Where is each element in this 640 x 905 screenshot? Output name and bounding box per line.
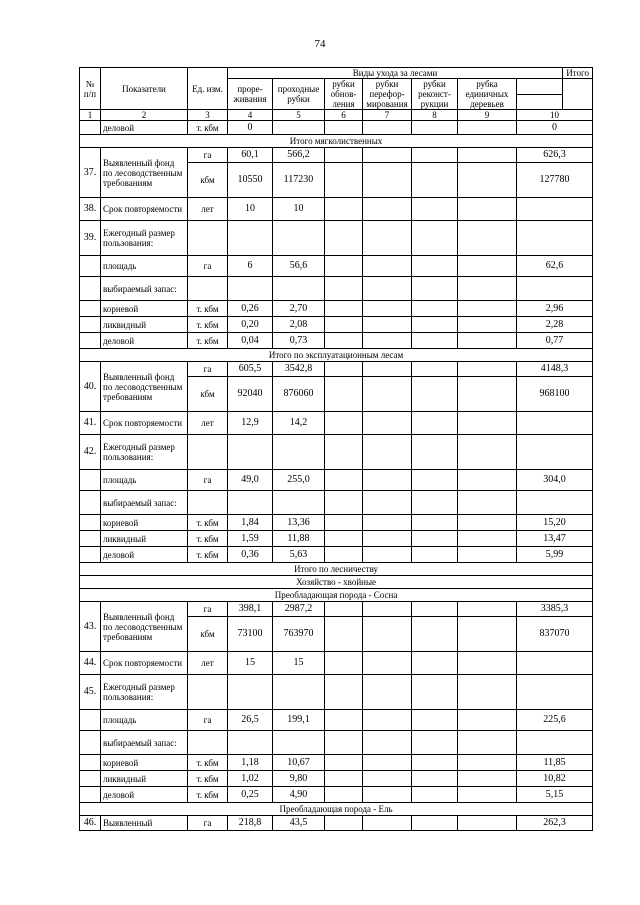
section-soft-leaved: Итого мягколиственных: [80, 135, 593, 148]
table-row: деловой т. кбм 0,36 5,63 5,99: [80, 547, 593, 563]
table-row: площадь га 26,5 199,1 225,6: [80, 710, 593, 731]
table-row: кбм 92040 876060 968100: [80, 377, 593, 412]
section-row: [80, 349, 593, 362]
header-no: № п/п: [80, 68, 101, 110]
table-row: деловой т. кбм 0 0: [80, 121, 593, 135]
table-row: 42. Ежегодный размер пользования:: [80, 435, 593, 470]
table-row: деловой т. кбм 0,25 4,90 5,15: [80, 787, 593, 803]
table-row: площадь га 49,0 255,0 304,0: [80, 470, 593, 491]
section-row: [80, 576, 593, 589]
table-row: 45. Ежегодный размер пользования:: [80, 675, 593, 710]
header-reconstruction-cuts: рубки реконст-рукции: [412, 79, 458, 110]
table-row: 41. Срок повторяемости лет 12,9 14,2: [80, 412, 593, 435]
section-forestry-total: Итого по лесничеству: [80, 563, 593, 576]
header-total: Итого: [563, 68, 593, 79]
table-row: выбираемый запас:: [80, 731, 593, 755]
table-row: выбираемый запас:: [80, 277, 593, 301]
section-coniferous: Хозяйство - хвойные: [80, 576, 593, 589]
header-reformation-cuts: рубки перефор-мирования: [363, 79, 412, 110]
table-row: выбираемый запас:: [80, 491, 593, 515]
section-pine: Преобладающая порода - Сосна: [80, 589, 593, 602]
table-row: 37. Выявленный фонд по лесоводственным требованиям га 60,1 566,2 626,3: [80, 148, 593, 163]
table-row: деловой т. кбм 0,04 0,73 0,77: [80, 333, 593, 349]
table-row: корневой т. кбм 0,26 2,70 2,96: [80, 301, 593, 317]
table-row: ликвидный т. кбм 0,20 2,08 2,28: [80, 317, 593, 333]
section-row: [80, 135, 593, 148]
table-row: кбм 10550 117230 127780: [80, 163, 593, 198]
column-numbers-row: 1 2 3 4 5 6 7 8 9 10: [80, 110, 593, 121]
section-spruce: Преобладающая порода - Ель: [80, 803, 593, 816]
table-row: 38. Срок повторяемости лет 10 10: [80, 198, 593, 221]
table-row: 43. Выявленный фонд по лесоводственным требованиям га 398,1 2987,2 3385,3: [80, 602, 593, 617]
header-renewal-cuts: рубки обнов-ления: [325, 79, 363, 110]
table-row: 44. Срок повторяемости лет 15 15: [80, 652, 593, 675]
table-row: площадь га 6 56,6 62,6: [80, 256, 593, 277]
page-number: 74: [314, 38, 326, 50]
table-row: кбм 73100 763970 837070: [80, 617, 593, 652]
header-passage-cuts: проходные рубки: [273, 79, 325, 110]
forest-care-table: [79, 67, 593, 831]
table-row: 39. Ежегодный размер пользования:: [80, 221, 593, 256]
section-row: [80, 563, 593, 576]
header-thinning: проре-живания: [228, 79, 273, 110]
table-row: 46. Выявленный га 218,8 43,5 262,3: [80, 816, 593, 831]
table-row: корневой т. кбм 1,84 13,36 15,20: [80, 515, 593, 531]
header-types: Виды ухода за лесами: [228, 68, 563, 79]
section-exploitation: Итого по эксплуатационным лесам: [80, 349, 593, 362]
table-row: ликвидный т. кбм 1,02 9,80 10,82: [80, 771, 593, 787]
header-single-tree-cut: рубка единичных деревьев: [458, 79, 517, 110]
section-row: [80, 803, 593, 816]
section-row: [80, 589, 593, 602]
header-unit: Ед. изм.: [188, 68, 228, 110]
table-row: ликвидный т. кбм 1,59 11,88 13,47: [80, 531, 593, 547]
table-row: 40. Выявленный фонд по лесоводственным требованиям га 605,5 3542,8 4148,3: [80, 362, 593, 377]
header-row-1: [80, 68, 593, 79]
table-row: корневой т. кбм 1,18 10,67 11,85: [80, 755, 593, 771]
header-indicators: Показатели: [101, 68, 188, 110]
